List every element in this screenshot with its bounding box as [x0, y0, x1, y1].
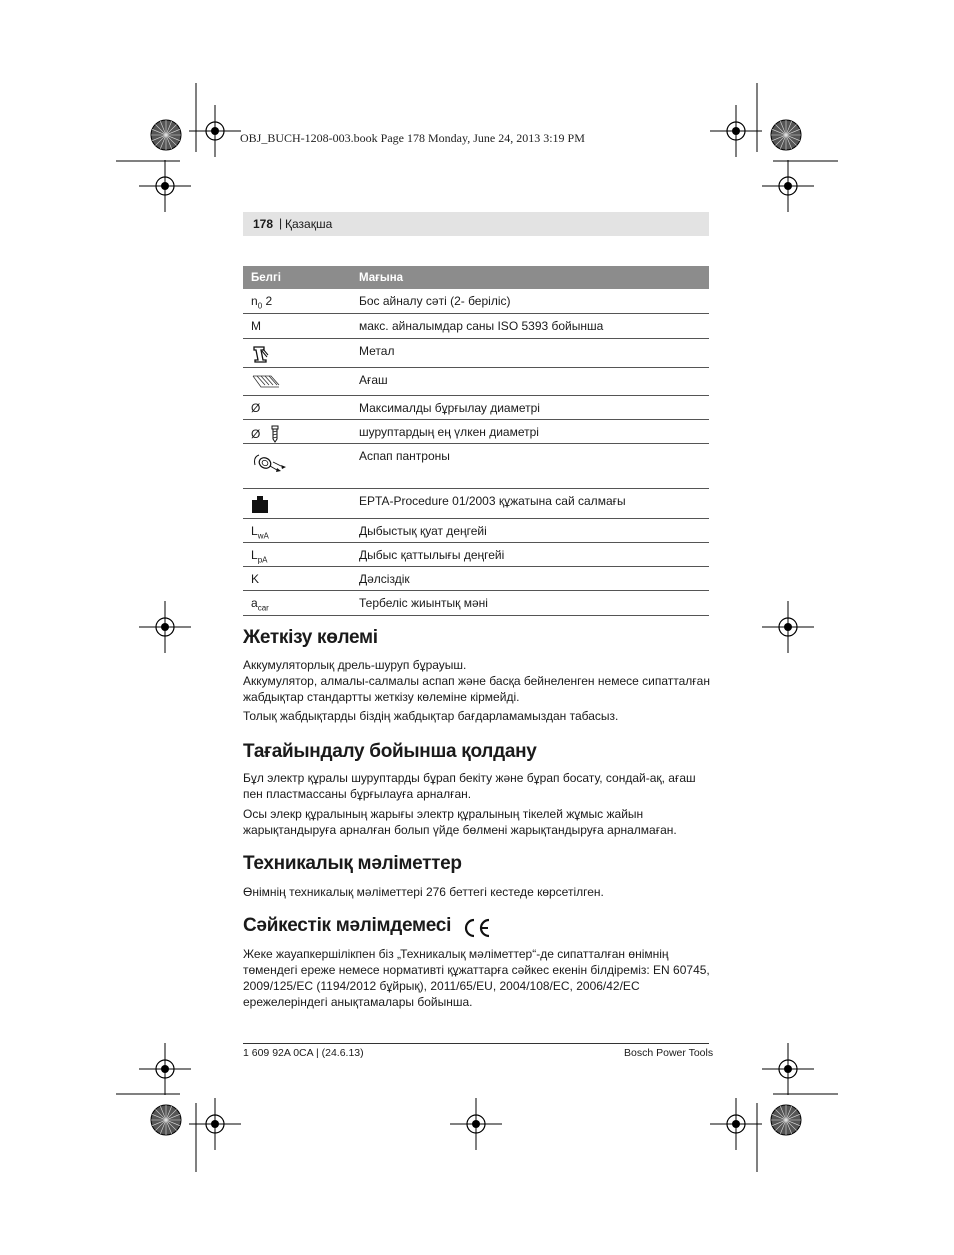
table-row [243, 590, 709, 615]
header-language: Қазақша [285, 217, 333, 231]
footer-brand: Bosch Power Tools [624, 1047, 714, 1059]
screw-icon [270, 425, 280, 443]
metal-icon [251, 345, 269, 363]
col-header-meaning: Мағына [351, 266, 709, 289]
footer-doc-number: 1 609 92A 0CA | (24.6.13) [243, 1047, 364, 1059]
meaning-cell: макс. айналымдар саны ISO 5393 бойынша [351, 313, 709, 338]
table-row [243, 367, 709, 395]
section-title-technical: Техникалық мәліметтер [243, 853, 462, 874]
table-row [243, 289, 709, 313]
table-row [243, 443, 709, 488]
symbol-cell: K [243, 566, 351, 590]
delivery-para-1: Аккумуляторлық дрель-шуруп бұрауыш. Аккумулятор, алмалы-салмалы аспап және басқа бейнеленген немесе сипатталған жабдықтар стандартты жеткізу көлеміне кірмейді. [243, 658, 710, 704]
table-row [243, 395, 709, 419]
symbol-cell: $a_{car}$ [243, 590, 351, 615]
table-header-row [243, 266, 709, 289]
section-title-delivery: Жеткізу көлемі [243, 627, 378, 648]
ce-mark-icon [462, 917, 492, 939]
meaning-cell: Метал [351, 338, 709, 367]
weight-icon [251, 494, 269, 514]
table-row [243, 542, 709, 566]
meaning-cell: Тербеліс жиынтық мәні [351, 590, 709, 615]
meaning-cell: Дәлсіздік [351, 566, 709, 590]
symbol-cell: $L_{wA}$ [243, 518, 351, 542]
meaning-cell: Аспап пантроны [351, 443, 709, 488]
table-row [243, 419, 709, 443]
section-title-intended-use: Тағайындалу бойынша қолдану [243, 741, 537, 762]
meaning-cell: Максималды бұрғылау диаметрі [351, 395, 709, 419]
print-info-line: OBJ_BUCH-1208-003.book Page 178 Monday, June 24, 2013 3:19 PM [240, 131, 585, 145]
symbol-cell: $n_0$ 2 [243, 289, 351, 313]
meaning-cell: Бос айналу сәті (2- беріліс) [351, 289, 709, 313]
wood-icon [251, 373, 281, 389]
table-row [243, 566, 709, 590]
chuck-icon [251, 449, 289, 479]
page-number: 178 [253, 217, 274, 231]
footer-rule [243, 1043, 709, 1044]
table-row [243, 338, 709, 367]
symbols-table [243, 266, 709, 616]
symbol-cell [243, 488, 351, 518]
symbol-cell: M [243, 313, 351, 338]
meaning-cell: Дыбыстық қуат деңгейі [351, 518, 709, 542]
technical-para-1: Өнімнің техникалық мәліметтері 276 беттегі кестеде көрсетілген. [243, 885, 604, 899]
meaning-cell: Дыбыс қаттылығы деңгейі [351, 542, 709, 566]
table-row [243, 488, 709, 518]
symbol-cell: $L_{pA}$ [243, 542, 351, 566]
col-header-symbol: Белгі [243, 266, 351, 289]
conformity-para-1: Жеке жауапкершілікпен біз „Техникалық мәліметтер“-де сипатталған өнімнің төмендегі ереже немесе нормативті құжаттарға сәйкес екенін білдіреміз: EN 60745, 2009/125/EC (1194/2012 бұйрық), 2011/65/EU, 2004/108/EC, 2006/42/EC ережелеріндегі анықтамалары бойынша. [243, 947, 710, 1009]
header-separator: | [279, 216, 283, 230]
delivery-para-2: Толық жабдықтарды біздің жабдықтар бағдарламамыздан табасыз. [243, 709, 619, 723]
table-row [243, 518, 709, 542]
meaning-cell: Ағаш [351, 367, 709, 395]
symbol-cell [243, 338, 351, 367]
symbol-cell: Ø [243, 395, 351, 419]
section-title-conformity: Сәйкестік мәлімдемесі [243, 915, 452, 936]
symbol-cell [243, 443, 351, 488]
intended-use-para-1: Бұл электр құралы шуруптарды бұрап бекіту және бұрап босату, сондай-ақ, ағаш пен пластмассаны бұрғылауға арналған. [243, 771, 696, 801]
symbol-cell: Ø [243, 419, 351, 443]
page-header [243, 212, 709, 236]
intended-use-para-2: Осы элекр құралының жарығы электр құралының тікелей жұмыс жайын жарықтандыруға арналған болып үйде бөлмені жарықтандыруға арналмаған. [243, 807, 677, 837]
table-row [243, 313, 709, 338]
meaning-cell: шуруптардың ең үлкен диаметрі [351, 419, 709, 443]
symbol-cell [243, 367, 351, 395]
meaning-cell: EPTA-Procedure 01/2003 құжатына сай салмағы [351, 488, 709, 518]
